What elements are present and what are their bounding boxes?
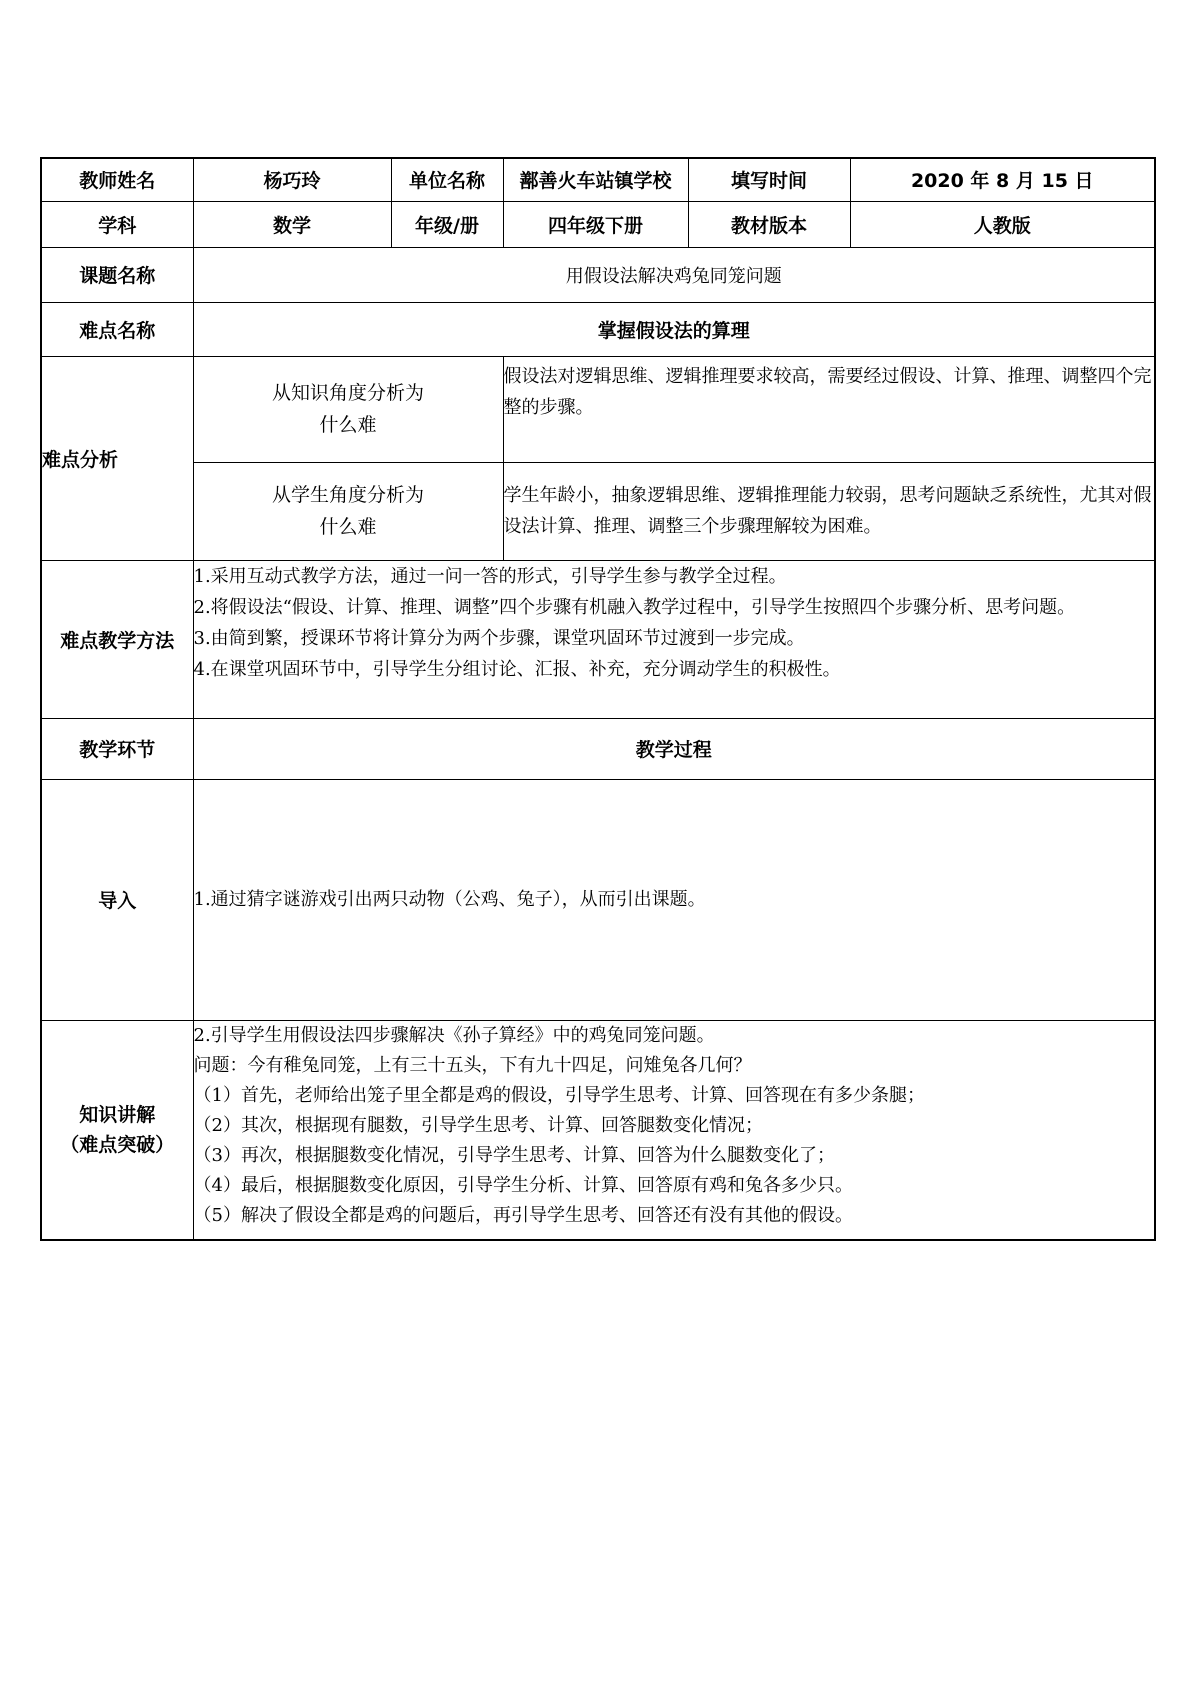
grade-value: 四年级下册: [503, 201, 688, 247]
explain-line: （2）其次，根据现有腿数，引导学生思考、计算、回答腿数变化情况；: [193, 1114, 763, 1136]
knowledge-angle-label-line2: 什么难: [319, 414, 377, 436]
difficulty-row: [41, 302, 1155, 356]
topic-value: 用假设法解决鸡兔同笼问题: [193, 247, 1155, 302]
process-header-row: [41, 718, 1155, 779]
analysis-student-row: [41, 462, 1155, 560]
knowledge-angle-label-line1: 从知识角度分析为: [271, 382, 424, 404]
topic-label: 课题名称: [41, 247, 193, 302]
method-item: 2.将假设法“假设、计算、推理、调整”四个步骤有机融入教学过程中，引导学生按照四个步骤分析、思考问题。: [193, 596, 1076, 618]
knowledge-angle-label: [193, 356, 503, 462]
grade-label: 年级/册: [391, 201, 503, 247]
difficulty-label: 难点名称: [41, 302, 193, 356]
lesson-plan-table: [40, 157, 1156, 1241]
explain-line: （1）首先，老师给出笼子里全都是鸡的假设，引导学生思考、计算、回答现在有多少条腿；: [193, 1084, 925, 1106]
explain-line: （4）最后，根据腿数变化原因，引导学生分析、计算、回答原有鸡和兔各多少只。: [193, 1174, 853, 1196]
student-angle-label: [193, 462, 503, 560]
method-item: 3.由简到繁，授课环节将计算分为两个步骤，课堂巩固环节过渡到一步完成。: [193, 627, 805, 649]
student-angle-text: 学生年龄小，抽象逻辑思维、逻辑推理能力较弱，思考问题缺乏系统性，尤其对假设法计算、推理、调整三个步骤理解较为困难。: [503, 462, 1155, 560]
info-row-1: [41, 158, 1155, 201]
difficulty-value: 掌握假设法的算理: [193, 302, 1155, 356]
process-label: 教学过程: [193, 718, 1155, 779]
intro-text: 1.通过猜字谜游戏引出两只动物（公鸡、兔子），从而引出课题。: [193, 779, 1155, 1020]
stage-label: 教学环节: [41, 718, 193, 779]
methods-row: [41, 560, 1155, 718]
intro-label: 导入: [41, 779, 193, 1020]
method-item: 1.采用互动式教学方法，通过一问一答的形式，引导学生参与教学全过程。: [193, 565, 787, 587]
intro-row: [41, 779, 1155, 1020]
methods-list: [193, 560, 1155, 718]
explain-label-line1: 知识讲解: [79, 1103, 156, 1126]
topic-row: [41, 247, 1155, 302]
unit-name-label: 单位名称: [391, 158, 503, 201]
methods-label: 难点教学方法: [41, 560, 193, 718]
student-angle-label-line2: 什么难: [319, 516, 377, 538]
explain-line: 问题：今有稚兔同笼，上有三十五头，下有九十四足，问雉兔各几何？: [193, 1054, 752, 1076]
teacher-name-value: 杨巧玲: [193, 158, 391, 201]
analysis-label: 难点分析: [41, 356, 193, 560]
info-row-2: [41, 201, 1155, 247]
student-angle-label-line1: 从学生角度分析为: [271, 484, 424, 506]
unit-name-value: 鄯善火车站镇学校: [503, 158, 688, 201]
explain-line: （5）解决了假设全都是鸡的问题后，再引导学生思考、回答还有没有其他的假设。: [193, 1204, 853, 1226]
edition-label: 教材版本: [688, 201, 850, 247]
explain-line: （3）再次，根据腿数变化情况，引导学生思考、计算、回答为什么腿数变化了；: [193, 1144, 835, 1166]
subject-label: 学科: [41, 201, 193, 247]
teacher-name-label: 教师姓名: [41, 158, 193, 201]
knowledge-angle-text: 假设法对逻辑思维、逻辑推理要求较高，需要经过假设、计算、推理、调整四个完整的步骤。: [503, 356, 1155, 462]
explain-line: 2.引导学生用假设法四步骤解决《孙子算经》中的鸡兔同笼问题。: [193, 1024, 715, 1046]
subject-value: 数学: [193, 201, 391, 247]
explain-row: [41, 1020, 1155, 1240]
fill-date-value: 2020 年 8 月 15 日: [850, 158, 1155, 201]
fill-date-label: 填写时间: [688, 158, 850, 201]
analysis-knowledge-row: [41, 356, 1155, 462]
explain-label: [41, 1020, 193, 1240]
explain-text: [193, 1020, 1155, 1240]
edition-value: 人教版: [850, 201, 1155, 247]
method-item: 4.在课堂巩固环节中，引导学生分组讨论、汇报、补充，充分调动学生的积极性。: [193, 658, 841, 680]
explain-label-line2: （难点突破）: [60, 1133, 175, 1156]
